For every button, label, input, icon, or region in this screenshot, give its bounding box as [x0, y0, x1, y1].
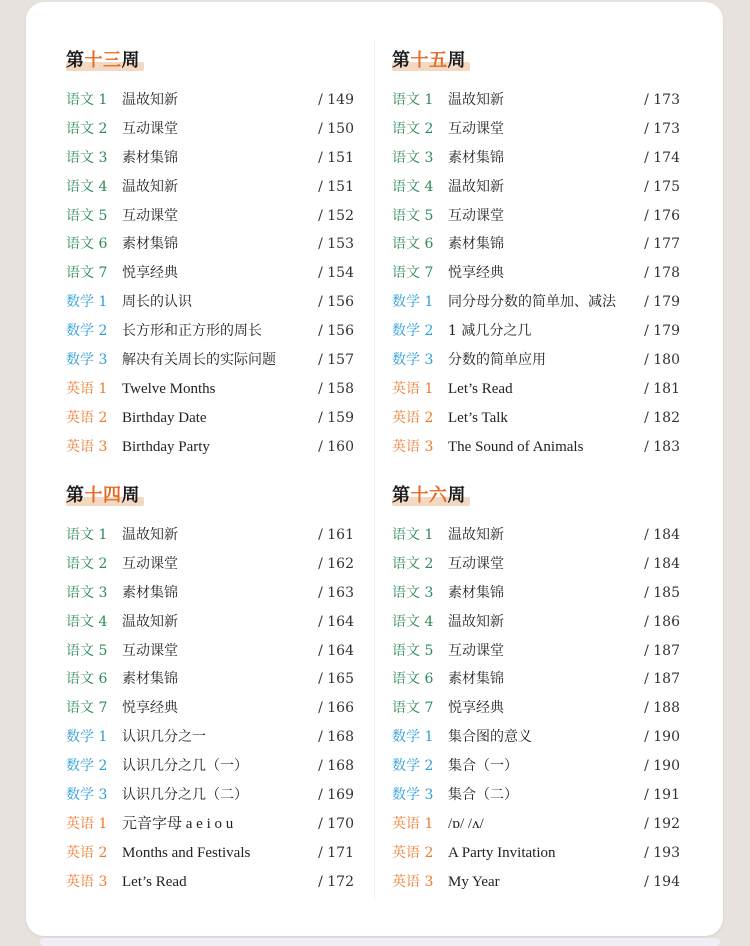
- page-number: / 150: [318, 120, 354, 137]
- page-number: / 188: [644, 700, 680, 717]
- subject-label: 英语 3: [66, 438, 108, 455]
- page-number: / 159: [318, 409, 354, 426]
- toc-row[interactable]: [392, 608, 692, 637]
- toc-row[interactable]: [66, 521, 366, 550]
- lesson-title: 素材集锦: [122, 149, 178, 166]
- page-number: / 156: [318, 294, 354, 311]
- toc-row[interactable]: [66, 637, 366, 666]
- lesson-title: A Party Invitation: [448, 844, 556, 861]
- subject-label: 数学 1: [392, 294, 434, 311]
- lesson-title: 互动课堂: [448, 120, 504, 137]
- toc-row[interactable]: [392, 173, 692, 202]
- lesson-title: 认识几分之几（一）: [122, 758, 248, 775]
- subject-label: 语文 2: [392, 555, 434, 572]
- toc-row[interactable]: [392, 868, 692, 897]
- page-number: / 190: [644, 729, 680, 746]
- lesson-title: Let’s Talk: [448, 409, 508, 426]
- lesson-title: 素材集锦: [448, 149, 504, 166]
- page-number: / 158: [318, 380, 354, 397]
- column-divider: [374, 40, 375, 900]
- page-number: / 153: [318, 236, 354, 253]
- page-number: / 173: [644, 120, 680, 137]
- week-title: [392, 481, 692, 507]
- page-number: / 160: [318, 438, 354, 455]
- page-number: / 183: [644, 438, 680, 455]
- page-number: / 181: [644, 380, 680, 397]
- subject-label: 数学 1: [392, 729, 434, 746]
- lesson-title: 温故知新: [122, 613, 178, 630]
- toc-row[interactable]: [66, 810, 366, 839]
- subject-label: 语文 6: [66, 236, 108, 253]
- subject-label: 语文 5: [392, 642, 434, 659]
- week-title-prefix: 第: [392, 485, 411, 506]
- lesson-title: 互动课堂: [122, 207, 178, 224]
- toc-row[interactable]: [392, 259, 692, 288]
- toc-row[interactable]: [66, 839, 366, 868]
- toc-row[interactable]: [392, 637, 692, 666]
- subject-label: 语文 3: [392, 149, 434, 166]
- page-number: / 152: [318, 207, 354, 224]
- toc-row[interactable]: [392, 521, 692, 550]
- toc-row[interactable]: [66, 723, 366, 752]
- toc-row[interactable]: [392, 230, 692, 259]
- subject-label: 数学 2: [66, 758, 108, 775]
- lesson-title: 素材集锦: [448, 584, 504, 601]
- toc-row[interactable]: [392, 317, 692, 346]
- lesson-title: 元音字母 a e i o u: [122, 815, 234, 832]
- page-number: / 174: [644, 149, 680, 166]
- page-number: / 172: [318, 873, 354, 890]
- week-title-suffix: 周: [121, 50, 140, 71]
- toc-row[interactable]: [66, 173, 366, 202]
- lesson-title: Let’s Read: [448, 380, 513, 397]
- subject-label: 英语 3: [392, 873, 434, 890]
- subject-label: 语文 7: [66, 700, 108, 717]
- subject-label: 语文 7: [392, 700, 434, 717]
- subject-label: 语文 3: [392, 584, 434, 601]
- subject-label: 数学 2: [392, 323, 434, 340]
- lesson-title: 素材集锦: [122, 671, 178, 688]
- subject-label: 语文 3: [66, 149, 108, 166]
- toc-row[interactable]: [392, 86, 692, 115]
- toc-row[interactable]: [392, 346, 692, 375]
- page-number: / 191: [644, 787, 680, 804]
- lesson-title: Twelve Months: [122, 380, 216, 397]
- page-number: / 168: [318, 758, 354, 775]
- toc-row[interactable]: [392, 202, 692, 231]
- lesson-title: 长方形和正方形的周长: [122, 323, 262, 340]
- subject-label: 语文 2: [392, 120, 434, 137]
- lesson-title: 1 减几分之几: [448, 323, 532, 340]
- page-number: / 190: [644, 758, 680, 775]
- week-section-s14: [66, 481, 366, 897]
- lesson-title: 素材集锦: [448, 236, 504, 253]
- toc-row[interactable]: [66, 230, 366, 259]
- subject-label: 英语 2: [66, 409, 108, 426]
- toc-row[interactable]: [392, 579, 692, 608]
- toc-row[interactable]: [66, 375, 366, 404]
- subject-label: 语文 2: [66, 120, 108, 137]
- toc-row[interactable]: [392, 723, 692, 752]
- week-section-s15: [392, 46, 692, 462]
- lesson-title: 集合（二）: [448, 787, 518, 804]
- lesson-title: 互动课堂: [448, 642, 504, 659]
- lesson-title: Let’s Read: [122, 873, 187, 890]
- week-title: [66, 481, 366, 507]
- page-number: / 184: [644, 527, 680, 543]
- page-number: / 154: [318, 265, 354, 282]
- week-title-suffix: 周: [447, 485, 466, 506]
- page-number: / 192: [644, 815, 680, 832]
- page-number: / 157: [318, 352, 354, 369]
- page-number: / 178: [644, 265, 680, 282]
- week-title-text: [392, 50, 466, 71]
- week-section-s16: [392, 481, 692, 897]
- lesson-title: 互动课堂: [448, 207, 504, 224]
- toc-row[interactable]: [66, 868, 366, 897]
- lesson-title: 互动课堂: [122, 555, 178, 572]
- toc-row[interactable]: [66, 608, 366, 637]
- week-title-prefix: 第: [66, 485, 85, 506]
- lesson-title: My Year: [448, 873, 500, 890]
- subject-label: 数学 3: [392, 352, 434, 369]
- subject-label: 语文 7: [392, 265, 434, 282]
- toc-row[interactable]: [66, 404, 366, 433]
- subject-label: 语文 5: [66, 207, 108, 224]
- week-title-prefix: 第: [66, 50, 85, 71]
- page-number: / 186: [644, 613, 680, 630]
- week-title-text: [66, 485, 140, 506]
- lesson-title: The Sound of Animals: [448, 438, 584, 455]
- page-number: / 176: [644, 207, 680, 224]
- toc-row[interactable]: [66, 433, 366, 462]
- page-number: / 171: [318, 844, 354, 861]
- toc-row[interactable]: [392, 404, 692, 433]
- page-number: / 182: [644, 409, 680, 426]
- subject-label: 语文 7: [66, 265, 108, 282]
- toc-row[interactable]: [392, 781, 692, 810]
- subject-label: 数学 3: [66, 787, 108, 804]
- subject-label: 语文 6: [392, 236, 434, 253]
- toc-row[interactable]: [66, 752, 366, 781]
- subject-label: 英语 1: [66, 815, 108, 832]
- subject-label: 语文 5: [392, 207, 434, 224]
- lesson-title: 悦享经典: [122, 265, 178, 282]
- week-title-suffix: 周: [447, 50, 466, 71]
- lesson-title: Months and Festivals: [122, 844, 251, 861]
- page-number: / 184: [644, 555, 680, 572]
- toc-row[interactable]: [66, 202, 366, 231]
- lesson-title: 素材集锦: [448, 671, 504, 688]
- lesson-title: 温故知新: [122, 178, 178, 195]
- page-edge-strip: [40, 938, 720, 946]
- toc-row[interactable]: [66, 665, 366, 694]
- lesson-title: 周长的认识: [122, 294, 192, 311]
- subject-label: 英语 3: [392, 438, 434, 455]
- page-number: / 149: [318, 92, 354, 108]
- lesson-title: 同分母分数的简单加、减法: [448, 294, 616, 311]
- toc-row[interactable]: [392, 144, 692, 173]
- lesson-title: 认识几分之几（二）: [122, 787, 248, 804]
- lesson-title: 认识几分之一: [122, 729, 206, 746]
- week-title: [66, 46, 366, 72]
- subject-label: 英语 1: [392, 815, 434, 832]
- page-number: / 179: [644, 323, 680, 340]
- toc-row[interactable]: [392, 839, 692, 868]
- lesson-title: Birthday Date: [122, 409, 207, 426]
- toc-row[interactable]: [66, 579, 366, 608]
- page-number: / 193: [644, 844, 680, 861]
- toc-row[interactable]: [66, 144, 366, 173]
- subject-label: 数学 2: [392, 758, 434, 775]
- subject-label: 数学 3: [66, 352, 108, 369]
- page-number: / 175: [644, 178, 680, 195]
- page-number: / 185: [644, 584, 680, 601]
- subject-label: 语文 1: [66, 92, 108, 108]
- lesson-title: 温故知新: [448, 178, 504, 195]
- subject-label: 英语 2: [66, 844, 108, 861]
- lesson-title: 解决有关周长的实际问题: [122, 352, 276, 369]
- lesson-title: 素材集锦: [122, 584, 178, 601]
- page-number: / 179: [644, 294, 680, 311]
- lesson-title: 悦享经典: [448, 700, 504, 717]
- week-title-text: [392, 485, 466, 506]
- toc-row[interactable]: [392, 288, 692, 317]
- lesson-title: 互动课堂: [448, 555, 504, 572]
- subject-label: 语文 4: [392, 178, 434, 195]
- subject-label: 语文 2: [66, 555, 108, 572]
- week-title-text: [66, 50, 140, 71]
- subject-label: 语文 5: [66, 642, 108, 659]
- subject-label: 语文 4: [392, 613, 434, 630]
- lesson-title: 温故知新: [122, 527, 178, 543]
- week-title-number: 十五: [410, 50, 448, 71]
- page-number: / 165: [318, 671, 354, 688]
- toc-row[interactable]: [392, 810, 692, 839]
- lesson-title: 集合（一）: [448, 758, 518, 775]
- page-number: / 156: [318, 323, 354, 340]
- week-title-number: 十六: [410, 485, 448, 506]
- subject-label: 数学 3: [392, 787, 434, 804]
- week-title-number: 十四: [84, 485, 122, 506]
- lesson-title: 温故知新: [448, 527, 504, 543]
- toc-row[interactable]: [66, 346, 366, 375]
- lesson-title: 悦享经典: [448, 265, 504, 282]
- toc-row[interactable]: [66, 550, 366, 579]
- subject-label: 语文 3: [66, 584, 108, 601]
- page-number: / 164: [318, 642, 354, 659]
- subject-label: 语文 4: [66, 178, 108, 195]
- page-number: / 180: [644, 352, 680, 369]
- toc-row[interactable]: [392, 115, 692, 144]
- page-number: / 168: [318, 729, 354, 746]
- toc-row[interactable]: [66, 781, 366, 810]
- toc-row[interactable]: [66, 694, 366, 723]
- subject-label: 英语 2: [392, 844, 434, 861]
- page-number: / 166: [318, 700, 354, 717]
- toc-row[interactable]: [392, 550, 692, 579]
- lesson-title: 温故知新: [448, 613, 504, 630]
- page-number: / 169: [318, 787, 354, 804]
- toc-row[interactable]: [392, 433, 692, 462]
- subject-label: 数学 1: [66, 729, 108, 746]
- toc-row[interactable]: [66, 115, 366, 144]
- lesson-title: 集合图的意义: [448, 729, 532, 746]
- subject-label: 语文 1: [392, 527, 434, 543]
- subject-label: 英语 1: [66, 380, 108, 397]
- toc-row[interactable]: [66, 317, 366, 346]
- lesson-title: 互动课堂: [122, 120, 178, 137]
- lesson-title: 温故知新: [448, 92, 504, 108]
- toc-row[interactable]: [392, 375, 692, 404]
- toc-row[interactable]: [66, 288, 366, 317]
- subject-label: 英语 3: [66, 873, 108, 890]
- subject-label: 语文 6: [66, 671, 108, 688]
- page-number: / 170: [318, 815, 354, 832]
- page-number: / 162: [318, 555, 354, 572]
- lesson-title: 温故知新: [122, 92, 178, 108]
- page-number: / 187: [644, 642, 680, 659]
- subject-label: 语文 4: [66, 613, 108, 630]
- week-title-suffix: 周: [121, 485, 140, 506]
- lesson-title: 互动课堂: [122, 642, 178, 659]
- lesson-title: /ɒ/ /ʌ/: [448, 815, 484, 832]
- page-number: / 164: [318, 613, 354, 630]
- page-number: / 163: [318, 584, 354, 601]
- toc-row[interactable]: [392, 694, 692, 723]
- page-number: / 173: [644, 92, 680, 108]
- page-number: / 194: [644, 873, 680, 890]
- lesson-title: Birthday Party: [122, 438, 210, 455]
- toc-row[interactable]: [66, 259, 366, 288]
- toc-row[interactable]: [66, 86, 366, 115]
- subject-label: 语文 6: [392, 671, 434, 688]
- page-number: / 151: [318, 178, 354, 195]
- subject-label: 英语 1: [392, 380, 434, 397]
- page-number: / 151: [318, 149, 354, 166]
- week-section-s13: [66, 46, 366, 462]
- toc-row[interactable]: [392, 752, 692, 781]
- subject-label: 英语 2: [392, 409, 434, 426]
- toc-row[interactable]: [392, 665, 692, 694]
- page-number: / 177: [644, 236, 680, 253]
- subject-label: 语文 1: [392, 92, 434, 108]
- lesson-title: 素材集锦: [122, 236, 178, 253]
- week-title-prefix: 第: [392, 50, 411, 71]
- subject-label: 语文 1: [66, 527, 108, 543]
- lesson-title: 分数的简单应用: [448, 352, 546, 369]
- week-title: [392, 46, 692, 72]
- subject-label: 数学 1: [66, 294, 108, 311]
- page-number: / 187: [644, 671, 680, 688]
- lesson-title: 悦享经典: [122, 700, 178, 717]
- subject-label: 数学 2: [66, 323, 108, 340]
- week-title-number: 十三: [84, 50, 122, 71]
- page-number: / 161: [318, 527, 354, 543]
